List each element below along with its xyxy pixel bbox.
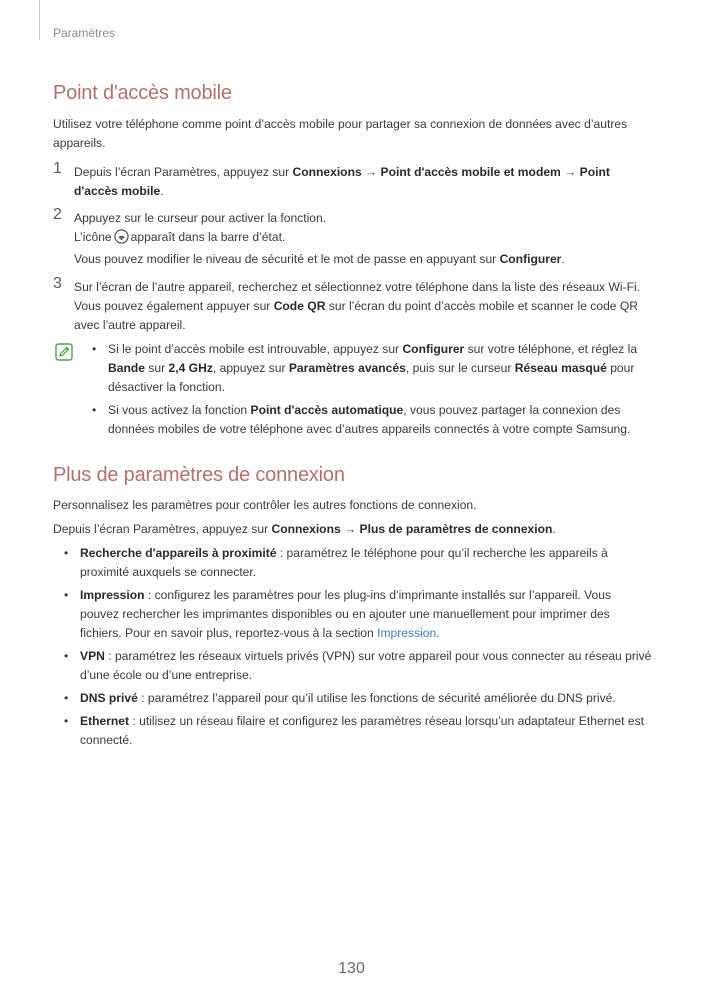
list-item: • DNS privé : paramétrez l’appareil pour qu’il utilise les fonctions de sécurité améliorée du DNS privé.	[64, 691, 616, 705]
note-list	[90, 340, 645, 443]
header-rule	[39, 0, 40, 40]
step-text: Appuyez sur le curseur pour activer la fonction. L’icône apparaît dans la barre d’état. Vous pouvez modifier le niveau de sécurité et le mot de passe en appuyant sur Configurer.	[74, 211, 565, 266]
more-settings-list	[62, 544, 652, 754]
step-number: 3	[53, 275, 62, 292]
list-item: • Recherche d'appareils à proximité : paramétrez le téléphone pour qu’il recherche les appareils à proximité auxquels se connecter.	[64, 546, 608, 579]
page-number: 130	[338, 960, 365, 977]
hotspot-icon	[114, 229, 129, 244]
step-text: Depuis l’écran Paramètres, appuyez sur Connexions → Point d'accès mobile et modem → Point d'accès mobile.	[74, 165, 610, 198]
list-item: • VPN : paramétrez les réseaux virtuels privés (VPN) sur votre appareil pour vous connecter au réseau privé d’une école ou d’une entreprise.	[64, 649, 652, 682]
step-number: 1	[53, 160, 62, 177]
step-text: Sur l’écran de l’autre appareil, recherchez et sélectionnez votre téléphone dans la liste des réseaux Wi-Fi. Vous pouvez également appuyer sur Code QR sur l’écran du point d’accès mobile et scanner le code QR avec l’autre appareil.	[74, 280, 641, 332]
list-item: • Impression : configurez les paramètres pour les plug-ins d’imprimante installés sur l’appareil. Vous pouvez rechercher les imprimantes disponibles ou en ajouter une manuellement pour imprimer des fichiers. Pour en savoir plus, reportez-vous à la section Impression.	[64, 588, 612, 640]
note-pencil-icon	[55, 343, 73, 361]
step-number: 2	[53, 206, 62, 223]
section-title-more-settings: Plus de paramètres de connexion	[53, 464, 345, 486]
note-item: • Si le point d’accès mobile est introuvable, appuyez sur Configurer sur votre téléphone, et réglez la Bande sur 2,4 GHz, appuyez sur Paramètres avancés, puis sur le curseur Réseau masqué pour désactiver la fonction.	[92, 342, 638, 394]
section-title-hotspot: Point d'accès mobile	[53, 82, 232, 104]
running-header: Paramètres	[53, 26, 116, 40]
more-settings-path: Depuis l’écran Paramètres, appuyez sur Connexions → Plus de paramètres de connexion.	[53, 522, 556, 536]
hotspot-intro: Utilisez votre téléphone comme point d’accès mobile pour partager sa connexion de données avec d’autres appareils.	[53, 117, 628, 150]
list-item: • Ethernet : utilisez un réseau filaire et configurez les paramètres réseau lorsqu’un adaptateur Ethernet est connecté.	[64, 714, 645, 747]
more-settings-intro: Personnalisez les paramètres pour contrôler les autres fonctions de connexion.	[53, 498, 477, 512]
impression-link[interactable]: Impression	[377, 626, 437, 640]
note-item: • Si vous activez la fonction Point d'accès automatique, vous pouvez partager la connexion des données mobiles de votre téléphone avec d’autres appareils connectés à votre compte Samsung.	[92, 403, 631, 436]
